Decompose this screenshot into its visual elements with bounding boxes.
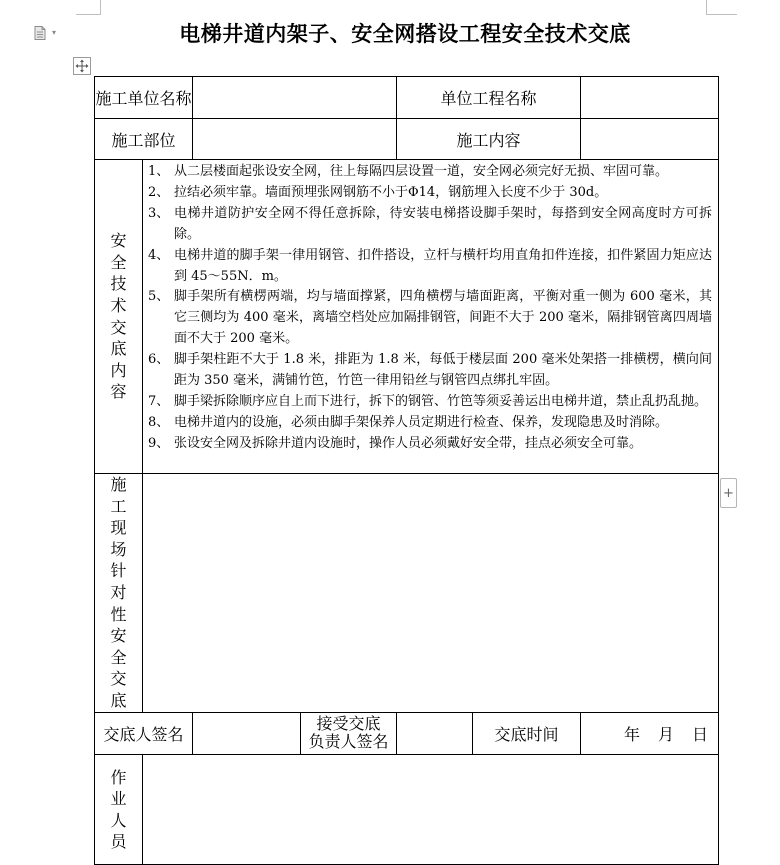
safety-content-label: 安 全 技 术 交 底 内 容 [95, 160, 143, 474]
move-cross-icon[interactable] [73, 57, 91, 75]
month-label: 月 [658, 724, 675, 744]
chevron-down-icon[interactable]: ▾ [52, 28, 57, 37]
list-item: 6、 脚手架柱距不大于 1.8 米，排距为 1.8 米，每低于楼层面 200 毫米处架搭一排横楞，横向间距为 350 毫米，满铺竹笆，竹笆一律用铅丝与钢管四点绑扎牢固。 [148, 352, 713, 389]
year-label: 年 [624, 724, 641, 744]
project-name-field[interactable] [581, 77, 719, 119]
safety-content-cell[interactable] [143, 160, 719, 474]
workers-label: 作 业 人 员 [95, 754, 143, 864]
disclosure-date-field[interactable] [581, 712, 719, 754]
document-title: 电梯井道内架子、安全网搭设工程安全技术交底 [179, 21, 631, 46]
site-specific-disclosure-field[interactable] [143, 474, 719, 713]
list-item: 2、 拉结必须牢靠。墙面预埋张网钢筋不小于Φ14，钢筋埋入长度不少于 30d。 [148, 184, 608, 200]
day-label: 日 [692, 724, 709, 744]
receiver-signature-field[interactable] [397, 712, 473, 754]
workers-signature-field[interactable] [143, 754, 719, 864]
site-label: 施工部位 [95, 119, 193, 160]
list-item: 4、 电梯井道的脚手架一律用钢管、扣件搭设，立杆与横杆均用直角扣件连接，扣件紧固力矩应达到 45～55N．m。 [148, 247, 713, 284]
list-item: 8、 电梯井道内的设施，必须由脚手架保养人员定期进行检查、保养，发现隐患及时消除。 [148, 414, 669, 430]
unit-name-field[interactable] [193, 77, 397, 119]
plus-icon[interactable]: + [720, 478, 737, 508]
list-item: 5、 脚手架所有横楞两端，均与墙面撑紧，四角横楞与墙面距离，平衡对重一侧为 600 毫米，其它三侧均为 400 毫米，离墙空档处应加隔排钢管，间距不大于 200 毫米，隔排钢管离四周墙面不大于 200 毫米。 [148, 289, 713, 347]
list-item: 3、 电梯井道防护安全网不得任意拆除，待安装电梯搭设脚手架时，每搭到安全网高度时方可拆除。 [148, 205, 713, 242]
giver-signature-label: 交底人签名 [95, 712, 193, 754]
content-field[interactable] [581, 119, 719, 160]
list-item: 9、 张设安全网及拆除井道内设施时，操作人员必须戴好安全带，挂点必须安全可靠。 [148, 435, 643, 451]
receiver-signature-label: 接受交底 负责人签名 [301, 712, 397, 754]
content-label: 施工内容 [397, 119, 581, 160]
crop-mark-top-left [76, 0, 101, 15]
site-field[interactable] [193, 119, 397, 160]
project-name-label: 单位工程名称 [397, 77, 581, 119]
disclosure-form-table [94, 76, 719, 865]
giver-signature-field[interactable] [193, 712, 301, 754]
disclosure-time-label: 交底时间 [473, 712, 581, 754]
crop-mark-top-right [706, 0, 737, 15]
site-specific-disclosure-label: 施 工 现 场 针 对 性 安 全 交 底 [95, 474, 143, 713]
unit-name-label: 施工单位名称 [95, 77, 193, 119]
document-icon[interactable] [34, 26, 46, 40]
list-item: 7、 脚手梁拆除顺序应自上而下进行，拆下的钢管、竹笆等须妥善运出电梯井道，禁止乱扔乱抛。 [148, 393, 708, 409]
list-item: 1、 从二层楼面起张设安全网，往上每隔四层设置一道，安全网必须完好无损、牢固可靠。 [148, 164, 669, 179]
